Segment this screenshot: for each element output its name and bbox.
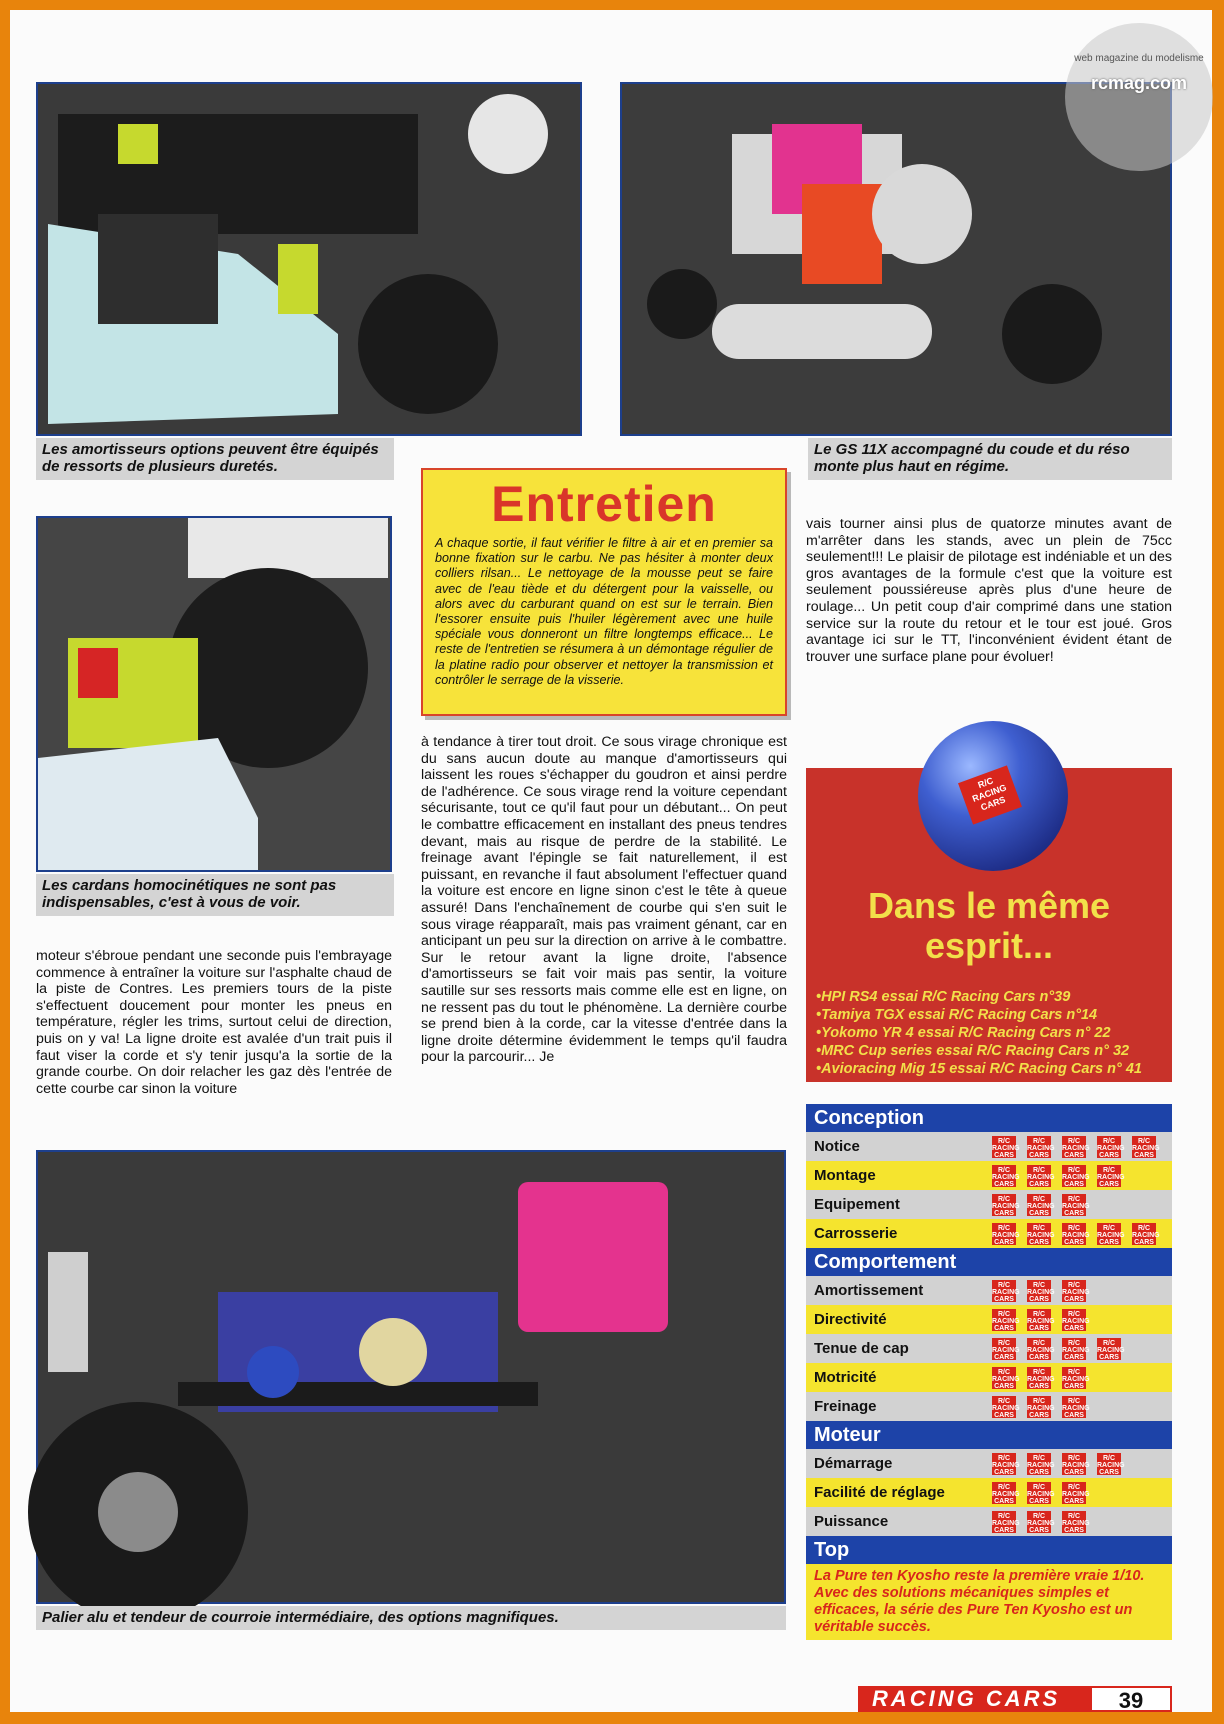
rating-row bbox=[806, 1449, 1172, 1478]
rc-rating-icon: R/C RACING CARS bbox=[992, 1310, 1020, 1332]
page-number: 39 bbox=[1090, 1686, 1172, 1712]
rating-label: Démarrage bbox=[814, 1455, 893, 1472]
rc-rating-icon: R/C RACING CARS bbox=[1062, 1483, 1090, 1505]
same-spirit-title-line2: esprit... bbox=[924, 925, 1054, 966]
rating-row bbox=[806, 1478, 1172, 1507]
rc-rating-icon: R/C RACING CARS bbox=[1062, 1224, 1090, 1246]
rc-rating-icon: R/C RACING CARS bbox=[1132, 1224, 1160, 1246]
rc-rating-icon: R/C RACING CARS bbox=[1062, 1368, 1090, 1390]
entretien-title: Entretien bbox=[491, 476, 717, 532]
rc-rating-icon: R/C RACING CARS bbox=[992, 1397, 1020, 1419]
rc-rating-icon: R/C RACING CARS bbox=[1027, 1368, 1055, 1390]
rating-icons bbox=[992, 1309, 1090, 1332]
rc-rating-icon: R/C RACING CARS bbox=[1132, 1137, 1160, 1159]
caption-photo1: Les amortisseurs options peuvent être équipés de ressorts de plusieurs duretés. bbox=[36, 438, 394, 480]
rating-icons bbox=[992, 1511, 1090, 1534]
rating-icons bbox=[992, 1223, 1160, 1246]
photo-cv-joints-image bbox=[38, 518, 390, 870]
rc-rating-icon: R/C RACING CARS bbox=[1062, 1339, 1090, 1361]
rating-section-title: Comportement bbox=[806, 1248, 1172, 1276]
footer-brand: RACING CARS bbox=[858, 1686, 1090, 1712]
rating-row bbox=[806, 1190, 1172, 1219]
rating-label: Notice bbox=[814, 1138, 860, 1155]
rating-label: Directivité bbox=[814, 1311, 887, 1328]
rc-rating-icon: R/C RACING CARS bbox=[1062, 1281, 1090, 1303]
page-footer bbox=[858, 1686, 1172, 1712]
rating-row bbox=[806, 1363, 1172, 1392]
rc-rating-icon: R/C RACING CARS bbox=[1097, 1454, 1125, 1476]
rating-icons bbox=[992, 1367, 1090, 1390]
rc-rating-icon: R/C RACING CARS bbox=[1062, 1137, 1090, 1159]
rating-icons bbox=[992, 1453, 1125, 1476]
rating-label: Carrosserie bbox=[814, 1225, 898, 1242]
rc-rating-icon: R/C RACING CARS bbox=[1062, 1397, 1090, 1419]
rating-label: Amortissement bbox=[814, 1282, 924, 1299]
rc-rating-icon: R/C RACING CARS bbox=[1027, 1339, 1055, 1361]
rating-icons bbox=[992, 1136, 1160, 1159]
rc-rating-icon: R/C RACING CARS bbox=[1027, 1137, 1055, 1159]
rating-row bbox=[806, 1132, 1172, 1161]
rc-rating-icon: R/C RACING CARS bbox=[1027, 1195, 1055, 1217]
article-col2: à tendance à tirer tout droit. Ce sous virage chronique est du sans aucun doute au manque d'amortisseurs qui laissent les roues s'échapper du goudron et ainsi perdre de l'adhérence. Ce sous virage rend la voiture cependant sécurisante, tout ce qu'il faut pour un débutant... On peut le combattre efficacement en installant des pneus tendres devant, mais au risque de perdre de la stabilité. Le freinage avant l'épingle se fait naturellement, il est puissant, en revanche il faut absolument l'effectuer quand la voiture est encore en ligne sinon c'est le tête à queue assuré! Dans l'enchaînement de courbe qui s'en suit le sous virage réapparaît, mais pas vraiment génant, car en anticipant un peu sur la direction on arrive à le combattre. Sur le retour avant la ligne droite, l'absence d'amortisseurs se fait voir mais pas sentir, la voiture sautille sur ses ressorts mais comme elle est en ligne, on ne ressent pas du tout le phénomène. La dernière courbe se prend bien à la corde, car la vitesse d'entrée dans la ligne droite détermine évidemment le temps qu'il faudra pour la parcourir... Je bbox=[421, 734, 787, 1066]
caption-photo2: Le GS 11X accompagné du coude et du réso monte plus haut en régime. bbox=[808, 438, 1172, 480]
rc-rating-icon: R/C RACING CARS bbox=[1027, 1397, 1055, 1419]
rating-label: Equipement bbox=[814, 1196, 900, 1213]
rating-row bbox=[806, 1161, 1172, 1190]
rating-icons bbox=[992, 1338, 1125, 1361]
rc-rating-icon: R/C RACING CARS bbox=[1097, 1339, 1125, 1361]
entretien-text: A chaque sortie, il faut vérifier le filtre à air et en premier sa bonne fixation sur le carbu. Ne pas hésiter à monter deux colliers rilsan... Le nettoyage de la mousse peut se faire avec de l'eau tiède et du détergent pour la vaisselle, ou alors avec du carburant quand on est sur le terrain. Bien l'essorer ensuite puis l'huiler légèrement avec une huile spéciale vous donneront un filtre longtemps efficace... Le reste de l'entretien se résumera à un démontage régulier de la platine radio pour observer et nettoyer la transmission et contrôler le serrage de la visserie. bbox=[435, 536, 773, 687]
rc-rating-icon: R/C RACING CARS bbox=[992, 1368, 1020, 1390]
same-spirit-title-line1: Dans le même bbox=[867, 885, 1111, 926]
same-spirit-item: •Yokomo YR 4 essai R/C Racing Cars n° 22 bbox=[816, 1025, 1111, 1041]
rc-rating-icon: R/C RACING CARS bbox=[1062, 1512, 1090, 1534]
rating-top-text: La Pure ten Kyosho reste la première vraie 1/10. Avec des solutions mécaniques simples et efficaces, la série des Pure Ten Kyosho est un véritable succès. bbox=[806, 1564, 1172, 1640]
caption-photo3: Les cardans homocinétiques ne sont pas indispensables, c'est à vous de voir. bbox=[36, 874, 394, 916]
rc-rating-icon: R/C RACING CARS bbox=[1027, 1166, 1055, 1188]
rc-rating-icon: R/C RACING CARS bbox=[1062, 1454, 1090, 1476]
rating-label: Facilité de réglage bbox=[814, 1484, 945, 1501]
rc-rating-icon: R/C RACING CARS bbox=[1062, 1310, 1090, 1332]
photo-shock-absorbers-image bbox=[38, 84, 580, 434]
photo-cv-joints bbox=[36, 516, 392, 872]
photo-belt-tensioner bbox=[36, 1150, 786, 1604]
rc-rating-icon: R/C RACING CARS bbox=[1027, 1454, 1055, 1476]
rc-rating-icon: R/C RACING CARS bbox=[992, 1483, 1020, 1505]
ratings-table bbox=[806, 1104, 1172, 1640]
rating-section-title: Moteur bbox=[806, 1421, 1172, 1449]
article-col1: moteur s'ébroue pendant une seconde puis l'embrayage commence à entraîner la voiture sur l'asphalte chaud de la piste de Contres. Les premiers tours de la piste s'effectuent doucement pour monter les pneus en température, régler les trims, surtout celui de direction, puis on y va! La ligne droite est avalée d'un trait puis il faut viser la corde et s'y tenir jusqu'a la sortie de la grande courbe. On doir relacher les gaz dès l'entrée de cette courbe car sinon la voiture bbox=[36, 948, 392, 1097]
rating-icons bbox=[992, 1280, 1090, 1303]
rating-row bbox=[806, 1219, 1172, 1248]
rc-rating-icon: R/C RACING CARS bbox=[992, 1512, 1020, 1534]
rc-rating-icon: R/C RACING CARS bbox=[1027, 1310, 1055, 1332]
rc-rating-icon: R/C RACING CARS bbox=[1027, 1512, 1055, 1534]
rating-icons bbox=[992, 1482, 1090, 1505]
photo-shock-absorbers bbox=[36, 82, 582, 436]
rating-row bbox=[806, 1305, 1172, 1334]
rc-rating-icon: R/C RACING CARS bbox=[1097, 1224, 1125, 1246]
ball-badge: R/C RACING CARS bbox=[958, 765, 1022, 824]
rcmag-watermark-logo bbox=[1065, 23, 1213, 171]
rc-rating-icon: R/C RACING CARS bbox=[992, 1339, 1020, 1361]
rating-top-title: Top bbox=[806, 1536, 1172, 1564]
rc-rating-icon: R/C RACING CARS bbox=[1062, 1195, 1090, 1217]
rc-rating-icon: R/C RACING CARS bbox=[1027, 1483, 1055, 1505]
rc-rating-icon: R/C RACING CARS bbox=[992, 1195, 1020, 1217]
rating-label: Montage bbox=[814, 1167, 876, 1184]
rating-row bbox=[806, 1276, 1172, 1305]
rc-rating-icon: R/C RACING CARS bbox=[1097, 1166, 1125, 1188]
same-spirit-item: •Avioracing Mig 15 essai R/C Racing Cars n° 41 bbox=[816, 1061, 1142, 1077]
rating-icons bbox=[992, 1165, 1125, 1188]
rc-rating-icon: R/C RACING CARS bbox=[1062, 1166, 1090, 1188]
same-spirit-title bbox=[806, 886, 1172, 966]
same-spirit-item: •Tamiya TGX essai R/C Racing Cars n°14 bbox=[816, 1007, 1098, 1023]
rc-rating-icon: R/C RACING CARS bbox=[992, 1281, 1020, 1303]
rating-label: Freinage bbox=[814, 1398, 877, 1415]
rc-rating-icon: R/C RACING CARS bbox=[992, 1454, 1020, 1476]
rc-rating-icon: R/C RACING CARS bbox=[992, 1166, 1020, 1188]
rc-rating-icon: R/C RACING CARS bbox=[992, 1137, 1020, 1159]
caption-photo4: Palier alu et tendeur de courroie intermédiaire, des options magnifiques. bbox=[36, 1606, 786, 1630]
rating-label: Puissance bbox=[814, 1513, 889, 1530]
rating-label: Tenue de cap bbox=[814, 1340, 909, 1357]
article-col3: vais tourner ainsi plus de quatorze minutes avant de m'arrêter dans les stands, avec un plein de 75cc seulement!!! Le plaisir de pilotage est indéniable et un des gros avantages de la formule c'est que la voiture est seulement poussiéreuse après plus d'une heure de roulage... Un petit coup d'air comprimé dans une station service sur la route du retour et le tour est joué. Gros avantage ici sur le TT, l'inconvénient évident étant de trouver une surface plane pour évoluer! bbox=[806, 516, 1172, 665]
rating-label: Motricité bbox=[814, 1369, 877, 1386]
rc-rating-icon: R/C RACING CARS bbox=[1027, 1224, 1055, 1246]
rc-rating-icon: R/C RACING CARS bbox=[1027, 1281, 1055, 1303]
photo-belt-tensioner-image bbox=[38, 1152, 784, 1602]
entretien-box bbox=[421, 468, 787, 716]
watermark-site: rcmag.com bbox=[1090, 73, 1188, 93]
rating-row bbox=[806, 1507, 1172, 1536]
rating-section-title: Conception bbox=[806, 1104, 1172, 1132]
same-spirit-list bbox=[816, 988, 1142, 1078]
rc-rating-icon: R/C RACING CARS bbox=[992, 1224, 1020, 1246]
same-spirit-item: •MRC Cup series essai R/C Racing Cars n° 32 bbox=[816, 1043, 1130, 1059]
rating-row bbox=[806, 1392, 1172, 1421]
magazine-page bbox=[10, 10, 1212, 1712]
rc-rating-icon: R/C RACING CARS bbox=[1097, 1137, 1125, 1159]
rating-icons bbox=[992, 1396, 1090, 1419]
same-spirit-item: •HPI RS4 essai R/C Racing Cars n°39 bbox=[816, 989, 1071, 1005]
rc-racing-cars-ball-logo bbox=[918, 721, 1068, 871]
rating-row bbox=[806, 1334, 1172, 1363]
rating-icons bbox=[992, 1194, 1090, 1217]
watermark-tagline: web magazine du modelisme bbox=[1074, 53, 1204, 64]
